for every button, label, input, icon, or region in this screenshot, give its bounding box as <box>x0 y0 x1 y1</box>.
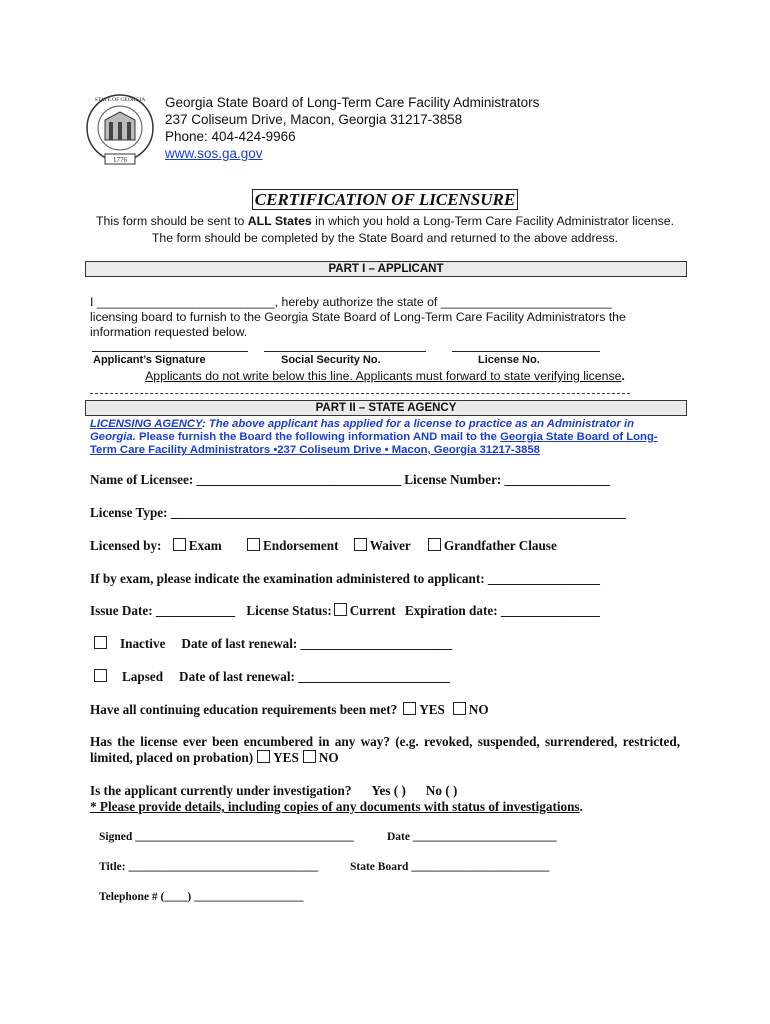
expiration-field[interactable]: Expiration date: _______________ <box>404 603 600 618</box>
svg-text:1776: 1776 <box>113 156 127 164</box>
ssn-line[interactable] <box>264 351 426 352</box>
date-field[interactable]: Date _________________________ <box>387 831 557 843</box>
license-type-field[interactable]: License Type: _____________________________________________________________________ <box>90 505 626 520</box>
board-address: 237 Coliseum Drive, Macon, Georgia 31217-3858 <box>165 112 463 127</box>
state-board-field[interactable]: State Board ________________________ <box>350 861 550 873</box>
form-title: CERTIFICATION OF LICENSURE <box>0 190 770 210</box>
investigation-no[interactable]: No ( ) <box>425 783 458 798</box>
board-name: Georgia State Board of Long-Term Care Facility Administrators <box>165 95 540 110</box>
licensed-by-row: Licensed by: Exam Endorsement Waiver Grandfather Clause <box>90 538 557 553</box>
lapsed-renewal-field[interactable]: Date of last renewal: _______________________ <box>179 669 450 684</box>
grandfather-checkbox[interactable] <box>428 538 441 551</box>
inactive-row: Inactive Date of last renewal: _______________________ <box>90 636 452 652</box>
lapsed-checkbox[interactable] <box>94 669 107 682</box>
issue-status-row: Issue Date: ____________ License Status: Current Expiration date: _______________ <box>90 603 600 618</box>
authorize-line: I __________________________, hereby authorize the state of _________________________ <box>90 295 612 309</box>
issue-date-field[interactable]: Issue Date: ____________ <box>90 603 236 618</box>
exam-field[interactable]: If by exam, please indicate the examination administered to applicant: _________________ <box>90 571 601 586</box>
svg-text:STATE OF GEORGIA: STATE OF GEORGIA <box>94 97 146 103</box>
current-checkbox[interactable] <box>334 603 347 616</box>
signed-field[interactable]: Signed ______________________________________ <box>99 831 354 843</box>
cut-line <box>90 393 630 394</box>
telephone-field[interactable]: Telephone # (____) ___________________ <box>99 891 304 903</box>
waiver-checkbox[interactable] <box>354 538 367 551</box>
ce-row: Have all continuing education requirements been met? YES NO <box>90 702 489 717</box>
signature-line[interactable] <box>92 351 248 352</box>
lapsed-row: Lapsed Date of last renewal: _______________________ <box>90 669 450 685</box>
license-no-line[interactable] <box>452 351 600 352</box>
endorsement-checkbox[interactable] <box>247 538 260 551</box>
authorize-line-2: licensing board to furnish to the Georgia State Board of Long-Term Care Facility Administrators the <box>90 310 626 324</box>
ce-no-checkbox[interactable] <box>453 702 466 715</box>
license-no-label: License No. <box>478 354 540 366</box>
inactive-renewal-field[interactable]: Date of last renewal: _______________________ <box>181 636 453 651</box>
website-link[interactable]: www.sos.ga.gov <box>165 146 263 161</box>
investigation-row: Is the applicant currently under investigation? Yes ( ) No ( ) <box>90 783 458 798</box>
encumbered-no-checkbox[interactable] <box>303 750 316 763</box>
ce-yes-checkbox[interactable] <box>403 702 416 715</box>
details-note: * Please provide details, including copies of any documents with status of investigations. <box>90 799 583 814</box>
applicant-note: Applicants do not write below this line. Applicants must forward to state verifying license. <box>145 369 625 383</box>
inactive-checkbox[interactable] <box>94 636 107 649</box>
part1-heading: PART I – APPLICANT <box>85 261 687 277</box>
signature-label: Applicant’s Signature <box>93 354 206 366</box>
ssn-label: Social Security No. <box>281 354 381 366</box>
title-field[interactable]: Title: _________________________________ <box>99 861 319 873</box>
agency-instructions: LICENSING AGENCY: The above applicant has applied for a license to practice as an Administrator in Georgia. Please furnish the Board the following information AND mail to the Georgia State Board of Long-Term Care Facility Administrators •237 Coliseum Drive • Macon, Georgia 31217-3858 <box>90 418 658 456</box>
licensee-field[interactable]: Name of Licensee: _______________________________ License Number: ________________ <box>90 472 611 487</box>
encumbered-yes-checkbox[interactable] <box>257 750 270 763</box>
authorize-line-3: information requested below. <box>90 325 248 339</box>
part2-heading: PART II – STATE AGENCY <box>85 400 687 416</box>
intro-text: This form should be sent to ALL States in which you hold a Long-Term Care Facility Administrator license. The form should be completed by the State Board and returned to the above address. <box>96 214 674 245</box>
encumbered-row: Has the license ever been encumbered in any way? (e.g. revoked, suspended, surrendered, restricted, limited, placed on probation) YES NO <box>90 734 680 765</box>
georgia-seal-logo <box>85 90 155 172</box>
investigation-yes[interactable]: Yes ( ) <box>371 783 406 798</box>
exam-checkbox[interactable] <box>173 538 186 551</box>
board-phone: Phone: 404-424-9966 <box>165 129 296 144</box>
